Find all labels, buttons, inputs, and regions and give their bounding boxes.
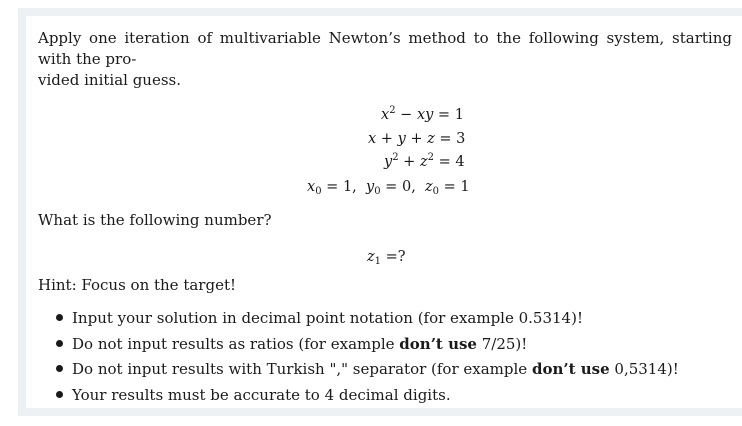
- instruction-item: Your results must be accurate to 4 decimal digits.: [54, 385, 679, 411]
- initial-guess: $x_0 = 1$, $y_0 = 0$, $z_0 = 1$: [307, 179, 470, 197]
- instruction-list: [54, 308, 679, 410]
- initial-y0: 0: [401, 179, 412, 195]
- initial-z0: 1: [460, 179, 470, 195]
- problem-statement: [38, 28, 732, 91]
- bullet-icon: [56, 340, 63, 347]
- bullet-icon: [56, 365, 63, 372]
- bullet-icon: [56, 314, 63, 321]
- problem-intro-line1: Apply one iteration of multivariable Newton’s method to the following system, starting with the pro-: [38, 29, 732, 68]
- target-suffix: =?: [385, 249, 406, 265]
- target-sub: 1: [374, 256, 382, 267]
- equation-1-rhs: 1: [454, 107, 464, 123]
- equation-2-rhs: 3: [456, 131, 466, 147]
- problem-intro-line2: vided initial guess.: [38, 71, 182, 89]
- equation-2: x + y + z = 3: [368, 131, 466, 147]
- equation-3: $y^2 + z^2 = 4$: [384, 152, 465, 170]
- hint-text: Hint: Focus on the target!: [38, 276, 237, 294]
- instruction-item: Do not input results as ratios (for example don’t use 7/25)!: [54, 334, 679, 360]
- equation-1: $x^2$ − xy = 1: [381, 105, 464, 123]
- equation-3-rhs: 4: [455, 154, 465, 170]
- instruction-item: Do not input results with Turkish "," separator (for example don’t use 0,5314)!: [54, 359, 679, 385]
- question-prompt: What is the following number?: [38, 211, 272, 229]
- bullet-icon: [56, 391, 63, 398]
- target-variable: [367, 248, 406, 266]
- instruction-item: Input your solution in decimal point notation (for example 0.5314)!: [54, 308, 679, 334]
- question-panel: [18, 8, 742, 416]
- initial-x0: 1: [342, 179, 353, 195]
- target-var: z: [367, 249, 375, 265]
- question-card: [26, 16, 742, 408]
